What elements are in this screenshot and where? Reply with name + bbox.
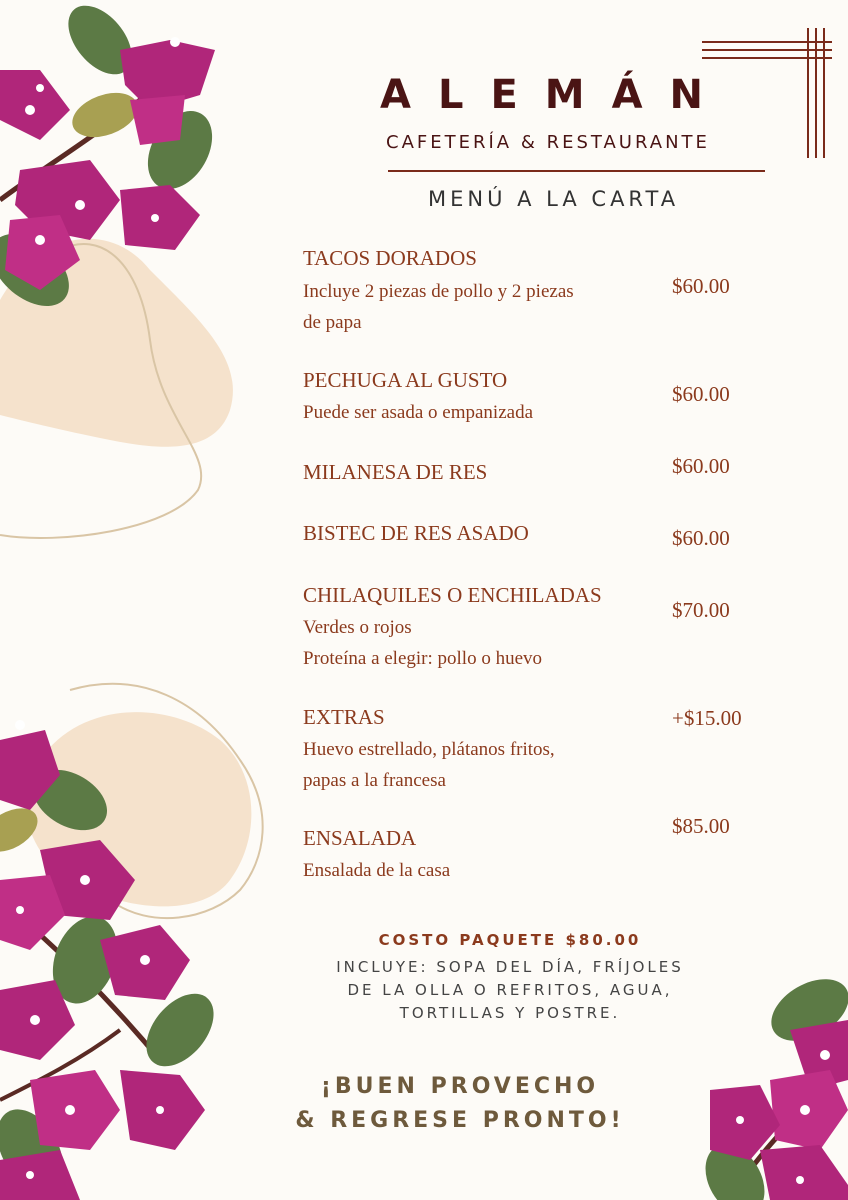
menu-item-price: $60.00: [672, 382, 730, 406]
menu-item-desc: Verdes o rojos: [303, 617, 412, 638]
menu-item-name: BISTEC DE RES ASADO: [303, 521, 529, 545]
menu-item-price: $60.00: [672, 526, 730, 550]
menu-item-desc: Incluye 2 piezas de pollo y 2 piezas: [303, 281, 574, 302]
farewell-message: [250, 1070, 670, 1138]
farewell-line-1: ¡BUEN PROVECHO: [320, 1074, 600, 1099]
menu-item-desc: Huevo estrellado, plátanos fritos,: [303, 739, 555, 760]
farewell-line-2: & REGRESE PRONTO!: [295, 1108, 625, 1133]
package-line: DE LA OLLA O REFRITOS, AGUA,: [347, 981, 673, 999]
menu-heading: MENÚ A LA CARTA: [428, 187, 680, 211]
menu-item-desc: de papa: [303, 312, 362, 333]
menu-item-name: TACOS DORADOS: [303, 246, 477, 270]
menu-item-price: $85.00: [672, 814, 730, 838]
menu-item-price: $70.00: [672, 598, 730, 622]
package-title: COSTO PAQUETE $80.00: [378, 931, 642, 949]
menu-item-price: $60.00: [672, 454, 730, 478]
menu-item-desc: Puede ser asada o empanizada: [303, 402, 534, 423]
package-line: TORTILLAS Y POSTRE.: [399, 1004, 621, 1022]
menu-item-name: CHILAQUILES O ENCHILADAS: [303, 583, 602, 607]
package-description: [290, 956, 730, 1025]
menu-item-desc: Proteína a elegir: pollo o huevo: [303, 648, 543, 669]
menu-item-price: $60.00: [672, 274, 730, 298]
menu-item-name: MILANESA DE RES: [303, 460, 488, 484]
brand-title: ALEMÁN: [380, 72, 731, 118]
menu-item-desc: Ensalada de la casa: [303, 860, 451, 881]
header-divider: [388, 170, 765, 172]
menu-item-name: ENSALADA: [303, 826, 417, 850]
menu-item-desc: papas a la francesa: [303, 770, 446, 791]
menu-item-name: PECHUGA AL GUSTO: [303, 368, 508, 392]
brand-subtitle: CAFETERÍA & RESTAURANTE: [386, 132, 710, 153]
package-line: INCLUYE: SOPA DEL DÍA, FRÍJOLES: [336, 958, 684, 976]
menu-item-name: EXTRAS: [303, 705, 385, 729]
menu-item-price: +$15.00: [672, 706, 742, 730]
